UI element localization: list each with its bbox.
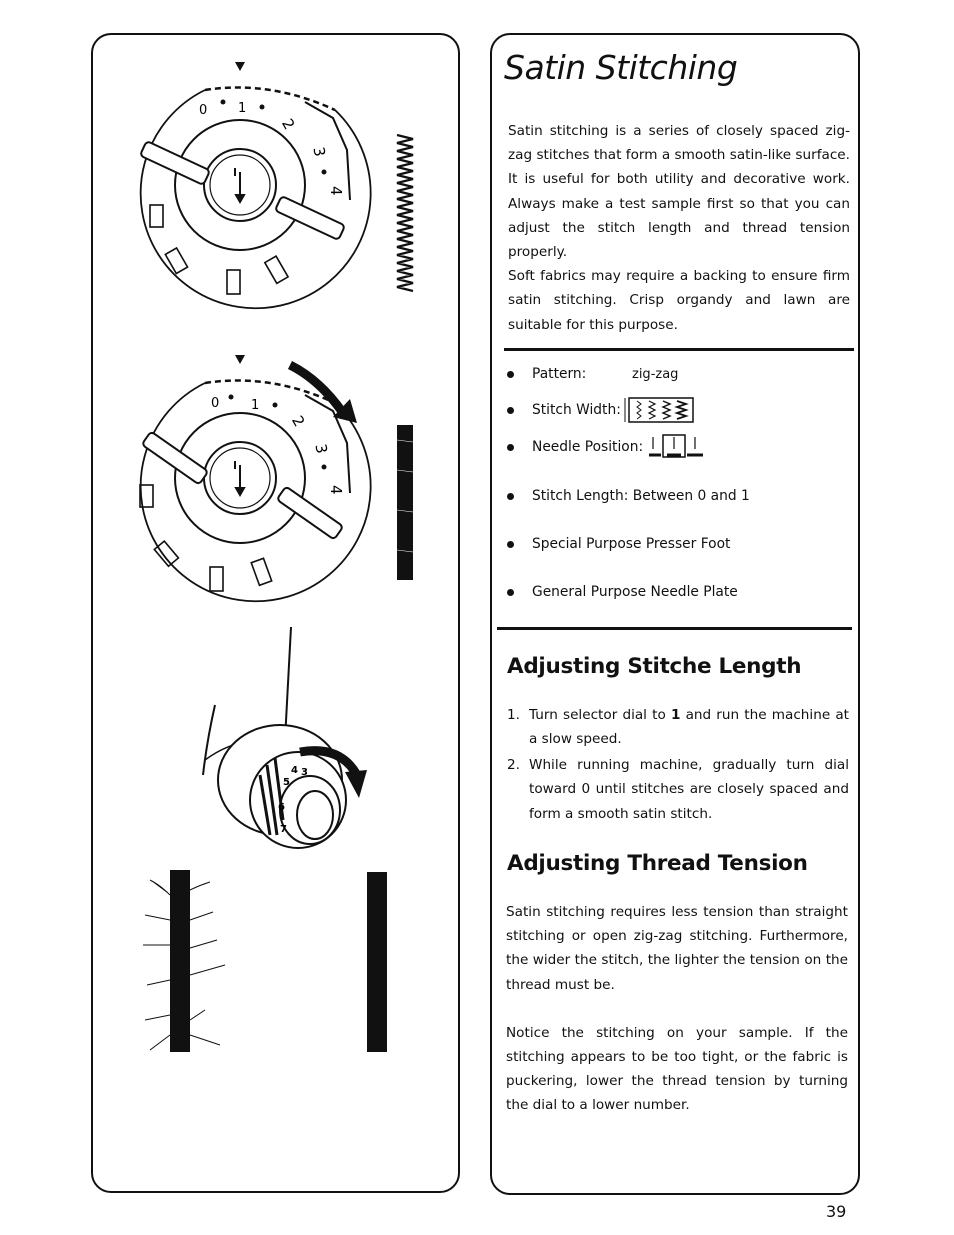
satin-stitch-sample xyxy=(397,425,413,580)
stitch-width-label: Stitch Width: xyxy=(532,402,621,418)
tension-dial xyxy=(203,627,367,848)
dial-label-0: 0 xyxy=(199,103,208,118)
needle-position-icon xyxy=(647,433,707,461)
zigzag-stitch-sample xyxy=(397,135,413,291)
needle-position-label: Needle Position: xyxy=(532,439,644,455)
stitch-length-dial-1 xyxy=(140,62,371,308)
tension-section xyxy=(506,900,848,1118)
page-title: Satin Stitching xyxy=(504,48,738,87)
dial2-label-4: 4 xyxy=(327,485,345,495)
dial2-label-0: 0 xyxy=(211,396,220,411)
setting-needle-plate xyxy=(507,584,738,600)
needle-plate-text: General Purpose Needle Plate xyxy=(532,584,738,600)
bullet-icon xyxy=(507,493,514,500)
dial2-label-1: 1 xyxy=(251,398,260,413)
tension-paragraph-1: Satin stitching requires less tension than straight stitching or open zig-zag stitching. Furthermore, the wider the stitch, the lighter the tension on the thread must be. xyxy=(506,904,848,993)
dial-label-2: 2 xyxy=(278,115,299,133)
tension-label-6: 6 xyxy=(278,802,285,813)
stitch-width-icon xyxy=(623,396,695,424)
step-2: 2. While running machine, gradually turn dial toward 0 until stitches are closely spaced and form a smooth satin stitch. xyxy=(507,756,849,822)
setting-pattern xyxy=(507,366,678,382)
bullet-icon xyxy=(507,371,514,378)
bullet-icon xyxy=(507,407,514,414)
tension-paragraph-2: Notice the stitching on your sample. If the stitching appears to be too tight, or the fabric is puckering, lower the thread tension by turning the dial to a lower number. xyxy=(506,1024,848,1114)
tension-label-7: 7 xyxy=(280,824,287,835)
bullet-icon xyxy=(507,589,514,596)
indicator-arrow-icon xyxy=(235,62,245,71)
dial-label-1: 1 xyxy=(238,101,247,116)
dial2-label-3: 3 xyxy=(311,442,331,456)
intro-paragraph-1: Satin stitching is a series of closely spaced zig-zag stitches that form a smooth satin-like surface. It is useful for both utility and decorative work. Always make a test sample first so that you can adjust the stitch length and thread tension properly. xyxy=(508,123,850,261)
smooth-satin-sample xyxy=(367,872,387,1052)
setting-stitch-length xyxy=(507,488,750,504)
bullet-icon xyxy=(507,444,514,451)
setting-presser-foot xyxy=(507,536,730,552)
pattern-value: zig-zag xyxy=(632,366,679,382)
length-heading: Adjusting Stitche Length xyxy=(507,654,802,679)
tension-heading: Adjusting Thread Tension xyxy=(507,851,808,876)
intro-paragraph-2: Soft fabrics may require a backing to ensure firm satin stitching. Crisp organdy and lawn are suitable for this purpose. xyxy=(508,268,850,333)
page-number: 39 xyxy=(826,1202,847,1221)
divider xyxy=(497,627,852,630)
presser-foot-text: Special Purpose Presser Foot xyxy=(532,536,731,552)
step-1: 1. Turn selector dial to 1 and run the machine at a slow speed. xyxy=(507,707,850,748)
tension-label-5: 5 xyxy=(283,777,290,788)
dial-label-3: 3 xyxy=(309,145,329,159)
puckered-stitch-sample xyxy=(143,870,225,1052)
illustrations xyxy=(95,40,455,1180)
dial2-label-2: 2 xyxy=(288,412,309,430)
length-steps xyxy=(507,703,849,827)
pattern-label: Pattern: xyxy=(532,366,587,382)
stitch-length-dial-2 xyxy=(140,355,371,601)
tension-label-3: 3 xyxy=(301,767,308,778)
intro-section xyxy=(508,119,850,337)
setting-needle-position xyxy=(507,433,707,461)
stitch-length-text: Stitch Length: Between 0 and 1 xyxy=(532,488,750,504)
dial-label-4: 4 xyxy=(327,186,345,196)
divider xyxy=(504,348,854,351)
tension-label-4: 4 xyxy=(291,765,298,776)
bullet-icon xyxy=(507,541,514,548)
setting-stitch-width xyxy=(507,396,695,424)
